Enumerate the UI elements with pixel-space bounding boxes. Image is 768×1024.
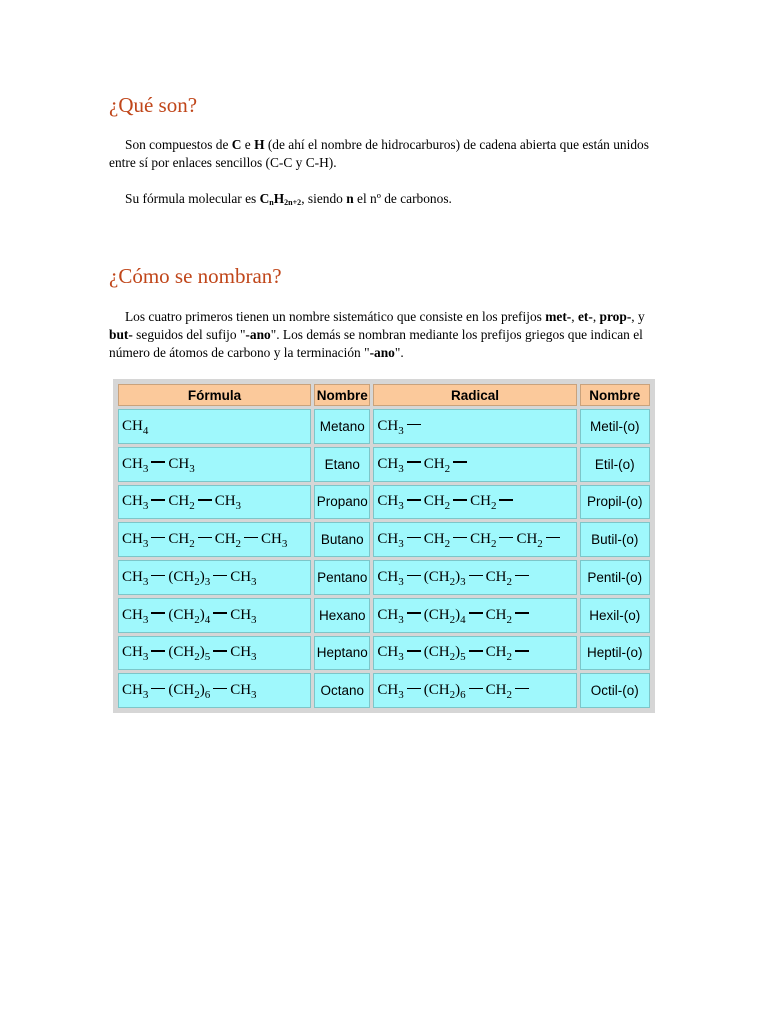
formula-group: CH [470,531,491,548]
bond-line [453,461,467,463]
bond-line [453,537,467,539]
formula-group: (CH [168,644,195,661]
radical-name-cell: Propil-(o) [580,485,650,520]
formula-group: CH [377,644,399,661]
bond-line [407,461,421,463]
bond-line [407,688,421,690]
bond-line [407,424,421,426]
formula-group: CH [122,682,143,699]
formula-group: CH [470,493,491,510]
formula-subscript: 3 [142,651,149,664]
formula-group: CH [122,417,143,434]
bond-line [407,650,421,652]
formula-group: CH [122,455,143,472]
header-radical-name: Nombre [580,384,650,406]
formula-subscript: 2 [449,651,456,664]
bond-line [213,650,227,652]
bond-line [407,612,421,614]
formula-subscript: 2 [194,689,200,702]
formula-subscript: 3 [398,538,404,551]
bond-line [469,612,483,614]
formula-group: ) [199,606,205,623]
bond-line [151,650,165,652]
formula-cell [118,636,311,671]
bond-line [407,499,421,501]
formula-group: CH [214,531,236,548]
formula-subscript: 3 [251,575,257,588]
formula-subscript: 2 [449,575,456,588]
formula-subscript: 3 [398,689,404,702]
formula-cell [118,485,311,520]
radical-cell [373,673,576,708]
formula-group: CH [485,644,507,661]
formula-group: CH [516,531,538,548]
header-name: Nombre [314,384,370,406]
formula-subscript: 3 [204,575,211,588]
formula-subscript: 2 [189,500,195,513]
formula-group: CH [122,644,143,661]
formula-group: (CH [168,682,195,699]
radical-name-cell: Hexil-(o) [580,598,650,633]
formula-subscript: 2 [444,462,451,475]
formula-subscript: 3 [398,500,404,513]
formula-subscript: 4 [204,613,211,626]
radical-name-cell: Metil-(o) [580,409,650,444]
formula-subscript: 2 [506,613,512,626]
formula-subscript: 2 [194,613,200,626]
formula-group: CH [377,682,399,699]
formula-subscript: 3 [142,500,149,513]
radical-cell [373,447,576,482]
formula-subscript: 2 [194,575,200,588]
alkane-name-cell: Metano [314,409,370,444]
formula-subscript: 3 [142,613,149,626]
formula-subscript: 3 [142,462,149,475]
formula-subscript: 6 [460,689,466,702]
bond-line [213,575,227,577]
formula-group: CH [230,682,252,699]
alkanes-table-frame [113,379,655,713]
formula-cell [118,522,311,557]
formula-subscript: 3 [142,538,149,551]
formula-subscript: 3 [398,462,404,475]
formula-cell [118,409,311,444]
alkane-name-cell: Butano [314,522,370,557]
formula-subscript: 2 [490,538,497,551]
formula-group: ) [455,606,461,623]
bond-line [407,575,421,577]
formula-subscript: 3 [398,613,404,626]
bond-line [151,612,165,614]
bond-line [198,537,212,539]
formula-group: CH [230,606,252,623]
alkane-name-cell: Heptano [314,636,370,671]
formula-subscript: 3 [460,575,466,588]
formula-group: (CH [168,606,195,623]
formula-subscript: 3 [189,462,195,475]
radical-name-cell: Heptil-(o) [580,636,650,671]
header-radical: Radical [373,384,576,406]
header-formula: Fórmula [118,384,311,406]
alkane-name-cell: Propano [314,485,370,520]
radical-name-cell: Octil-(o) [580,673,650,708]
naming-paragraph: Los cuatro primeros tienen un nombre sistemático que consiste en los prefijos met-, et-, prop-, y but- seguidos del sufijo "-ano". Los demás se nombran mediante los prefijos griegos que indican el número de átomos de carbono y la terminación "-ano". [109,309,645,360]
table-row [118,447,650,482]
formula-group: CH [122,606,143,623]
formula-subscript: 2 [506,575,512,588]
alkane-name-cell: Pentano [314,560,370,595]
formula-subscript: 2 [189,538,195,551]
formula-subscript: 4 [142,424,149,437]
formula-group: CH [485,682,507,699]
radical-cell [373,560,576,595]
formula-subscript: 2 [490,500,497,513]
formula-group: CH [261,531,282,548]
formula-subscript: 2 [506,651,512,664]
bond-line [469,650,483,652]
alkane-name-cell: Hexano [314,598,370,633]
formula-group: CH [377,493,399,510]
formula-group: CH [423,531,445,548]
bond-line [151,688,165,690]
radical-cell [373,598,576,633]
formula-group: CH [168,493,190,510]
formula-group: (CH [423,644,450,661]
formula-group: (CH [423,682,450,699]
bond-line [515,575,529,577]
bond-line [213,688,227,690]
formula-subscript: 2 [449,689,456,702]
formula-group: (CH [423,606,450,623]
formula-subscript: 2 [537,538,543,551]
formula-subscript: 3 [235,500,242,513]
formula-group: CH [377,417,399,434]
bond-line [515,650,529,652]
formula-subscript: 3 [398,575,404,588]
alkane-name-cell: Octano [314,673,370,708]
bond-line [515,688,529,690]
formula-cell [118,673,311,708]
table-row [118,636,650,671]
formula-group: CH [168,455,190,472]
alkanes-table [115,381,653,711]
table-body [118,409,650,708]
formula-group: CH [377,531,399,548]
bond-line [515,612,529,614]
formula-group: CH [377,455,399,472]
bond-line [198,499,212,501]
formula-group: ) [455,644,461,661]
formula-group: CH [230,568,252,585]
table-row [118,560,650,595]
formula-subscript: 3 [251,613,257,626]
formula-group: CH [122,568,143,585]
section-heading-que-son: ¿Qué son? [109,93,198,117]
formula-group: CH [423,455,445,472]
bond-line [244,537,258,539]
formula-group: ) [455,568,461,585]
formula-group: ) [199,682,205,699]
table-row [118,522,650,557]
formula-subscript: 3 [398,424,404,437]
formula-group: CH [485,606,507,623]
formula-paragraph: Su fórmula molecular es $C_nH_{2n+2}$, siendo n el nº de carbonos. [125,191,452,207]
radical-cell [373,409,576,444]
table-row [118,598,650,633]
formula-subscript: 3 [142,689,149,702]
formula-cell [118,598,311,633]
formula-group: CH [423,493,445,510]
formula-subscript: 5 [204,651,211,664]
radical-cell [373,636,576,671]
formula-group: CH [122,493,143,510]
formula-subscript: 3 [251,689,257,702]
bond-line [151,499,165,501]
bond-line [499,537,513,539]
formula-subscript: 2 [506,689,512,702]
formula-group: ) [199,644,205,661]
formula-group: CH [377,568,399,585]
radical-name-cell: Butil-(o) [580,522,650,557]
formula-group: ) [455,682,461,699]
formula-group: CH [214,493,236,510]
bond-line [151,575,165,577]
bond-line [453,499,467,501]
intro-paragraph: Son compuestos de C e H (de ahí el nombre de hidrocarburos) de cadena abierta que están unidos entre sí por enlaces sencillos (C-C y C-H). [109,137,649,170]
formula-group: ) [199,568,205,585]
radical-cell [373,522,576,557]
formula-group: CH [377,606,399,623]
formula-subscript: 3 [398,651,404,664]
bond-line [546,537,560,539]
formula-subscript: 2 [194,651,200,664]
bond-line [469,575,483,577]
formula-subscript: 5 [460,651,466,664]
table-row [118,673,650,708]
formula-subscript: 2 [235,538,242,551]
formula-subscript: 3 [251,651,257,664]
formula-subscript: 3 [142,575,149,588]
radical-name-cell: Etil-(o) [580,447,650,482]
formula-subscript: 3 [281,538,288,551]
table-header-row [118,384,650,406]
radical-name-cell: Pentil-(o) [580,560,650,595]
formula-subscript: 2 [444,500,451,513]
formula-subscript: 6 [204,689,211,702]
formula-group: (CH [423,568,450,585]
bond-line [151,537,165,539]
formula-subscript: 4 [460,613,466,626]
bond-line [213,612,227,614]
alkane-name-cell: Etano [314,447,370,482]
bond-line [469,688,483,690]
formula-group: CH [168,531,190,548]
formula-subscript: 2 [444,538,451,551]
formula-cell [118,560,311,595]
formula-cell [118,447,311,482]
bond-line [407,537,421,539]
formula-group: (CH [168,568,195,585]
formula-group: CH [122,531,143,548]
table-row [118,485,650,520]
table-row [118,409,650,444]
bond-line [499,499,513,501]
radical-cell [373,485,576,520]
formula-group: CH [230,644,252,661]
bond-line [151,461,165,463]
formula-subscript: 2 [449,613,456,626]
section-heading-como-se-nombran: ¿Cómo se nombran? [109,264,282,288]
formula-group: CH [485,568,507,585]
